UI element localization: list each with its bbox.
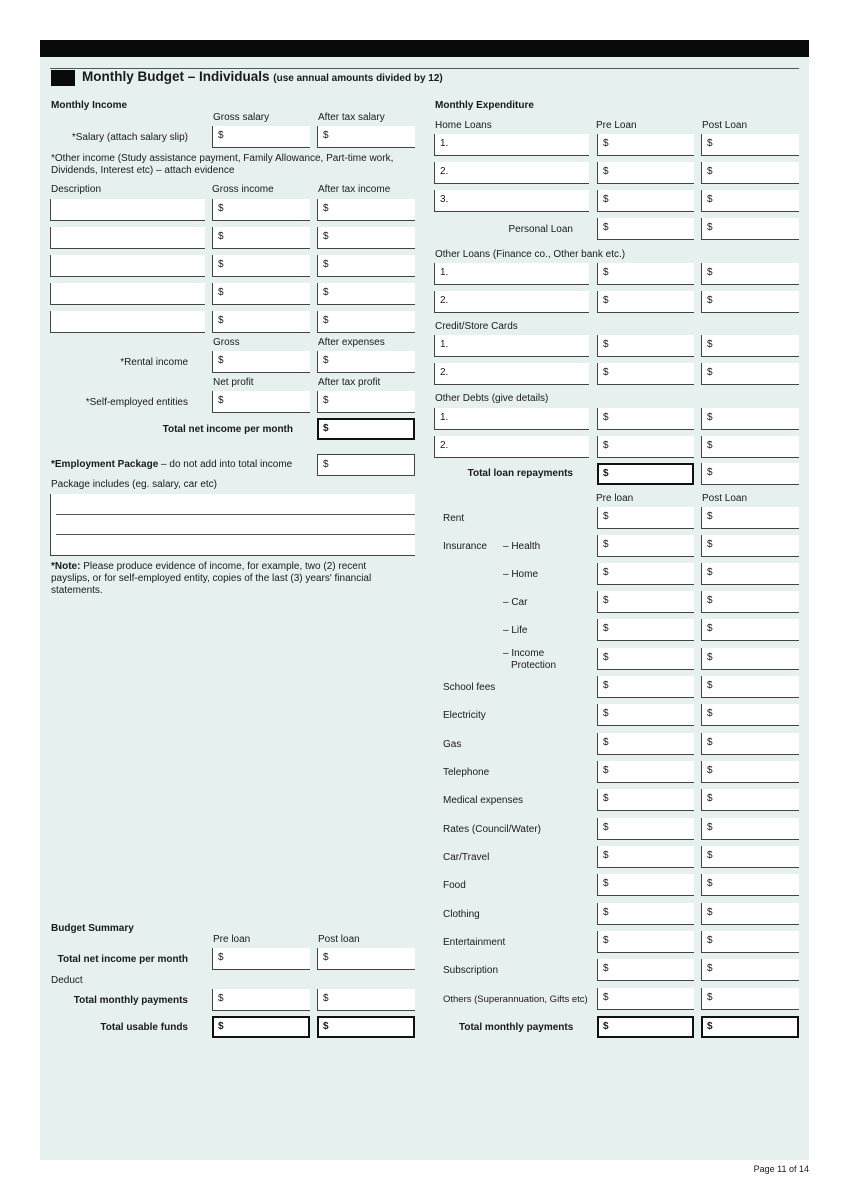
medical-expenses-post[interactable]: $: [701, 789, 799, 811]
gross-salary-header: Gross salary: [213, 112, 270, 123]
insurance-income-label-2: Protection: [511, 660, 557, 671]
electricity-label: Electricity: [443, 710, 486, 721]
other-debt-2-post[interactable]: $: [701, 436, 799, 458]
credit-cards-label: Credit/Store Cards: [435, 321, 518, 332]
other-debt-2-name[interactable]: 2.: [434, 436, 589, 458]
subscription-pre[interactable]: $: [597, 959, 694, 981]
electricity-post[interactable]: $: [701, 704, 799, 726]
gross-income-header: Gross income: [212, 184, 274, 195]
other-income-description-2[interactable]: [50, 227, 205, 249]
insurance-health-label: – Health: [503, 541, 541, 552]
clothing-post[interactable]: $: [701, 903, 799, 925]
food-pre[interactable]: $: [597, 874, 694, 896]
other-income-gross-5[interactable]: $: [212, 311, 310, 333]
other-income-description-3[interactable]: [50, 255, 205, 277]
medical-expenses-label: Medical expenses: [443, 795, 524, 806]
rates-post[interactable]: $: [701, 818, 799, 840]
other-income-after-tax-4[interactable]: $: [317, 283, 415, 305]
credit-card-2-post[interactable]: $: [701, 363, 799, 385]
page-number: Page 11 of 14: [753, 1164, 809, 1174]
summary-total-net-label: Total net income per month: [57, 954, 188, 965]
total-loan-pre-field[interactable]: $: [597, 463, 694, 485]
school-fees-post[interactable]: $: [701, 676, 799, 698]
insurance-life-post[interactable]: $: [701, 619, 799, 641]
net-profit-header: Net profit: [213, 377, 254, 388]
home-loan-3-name[interactable]: 3.: [434, 190, 589, 212]
home-loan-2-post[interactable]: $: [701, 162, 799, 184]
other-income-gross-4[interactable]: $: [212, 283, 310, 305]
personal-loan-label: Personal Loan: [508, 224, 573, 235]
pre-loan-header: Pre Loan: [596, 120, 637, 131]
other-debt-1-pre[interactable]: $: [597, 408, 694, 430]
description-header: Description: [51, 184, 102, 195]
entertainment-pre[interactable]: $: [597, 931, 694, 953]
salary-label: *Salary (attach salary slip): [71, 132, 188, 143]
summary-net-pre-loan-field[interactable]: $: [212, 948, 310, 970]
other-debt-1-post[interactable]: $: [701, 408, 799, 430]
other-income-after-tax-1[interactable]: $: [317, 199, 415, 221]
total-loan-repayments-label: Total loan repayments: [467, 468, 573, 479]
header-bar: [40, 40, 809, 57]
summary-monthly-pre-loan-field[interactable]: $: [212, 989, 310, 1011]
other-income-after-tax-3[interactable]: $: [317, 255, 415, 277]
credit-card-1-name[interactable]: 1.: [434, 335, 589, 357]
other-loan-1-pre[interactable]: $: [597, 263, 694, 285]
title-marker: [51, 70, 75, 86]
clothing-label: Clothing: [443, 909, 480, 920]
rent-pre[interactable]: $: [597, 507, 694, 529]
car-travel-pre[interactable]: $: [597, 846, 694, 868]
page-subtitle: (use annual amounts divided by 12): [273, 73, 443, 84]
credit-card-2-pre[interactable]: $: [597, 363, 694, 385]
employment-package-label: *Employment Package – do not add into total income: [51, 459, 293, 470]
credit-card-1-post[interactable]: $: [701, 335, 799, 357]
subscription-post[interactable]: $: [701, 959, 799, 981]
telephone-post[interactable]: $: [701, 761, 799, 783]
summary-net-post-loan-field[interactable]: $: [317, 948, 415, 970]
rental-income-label: *Rental income: [120, 357, 188, 368]
insurance-home-post[interactable]: $: [701, 563, 799, 585]
summary-heading: Budget Summary: [51, 923, 134, 934]
clothing-pre[interactable]: $: [597, 903, 694, 925]
self-employed-net-profit-field[interactable]: $: [212, 391, 310, 413]
rent-label: Rent: [443, 513, 465, 524]
insurance-health-post[interactable]: $: [701, 535, 799, 557]
insurance-income-label: – Income: [503, 648, 545, 659]
total-monthly-payments-label: Total monthly payments: [459, 1022, 574, 1033]
electricity-pre[interactable]: $: [597, 704, 694, 726]
food-label: Food: [443, 880, 466, 891]
package-includes-label: Package includes (eg. salary, car etc): [51, 479, 218, 490]
insurance-car-pre[interactable]: $: [597, 591, 694, 613]
after-tax-income-header: After tax income: [318, 184, 391, 195]
car-travel-post[interactable]: $: [701, 846, 799, 868]
telephone-pre[interactable]: $: [597, 761, 694, 783]
rental-gross-field[interactable]: $: [212, 351, 310, 373]
insurance-life-label: – Life: [503, 625, 528, 636]
other-loan-2-pre[interactable]: $: [597, 291, 694, 313]
summary-total-usable-label: Total usable funds: [100, 1022, 188, 1033]
credit-card-2-name[interactable]: 2.: [434, 363, 589, 385]
home-loans-label: Home Loans: [435, 120, 492, 131]
subscription-label: Subscription: [443, 965, 499, 976]
school-fees-label: School fees: [443, 682, 496, 693]
self-employed-after-tax-field[interactable]: $: [317, 391, 415, 413]
home-loan-2-name[interactable]: 2.: [434, 162, 589, 184]
deduct-label: Deduct: [51, 975, 83, 986]
other-loan-2-name[interactable]: 2.: [434, 291, 589, 313]
other-loan-1-post[interactable]: $: [701, 263, 799, 285]
insurance-life-pre[interactable]: $: [597, 619, 694, 641]
post-loan-header: Post Loan: [702, 120, 748, 131]
others-label: Others (Superannuation, Gifts etc): [443, 994, 588, 1005]
credit-card-1-pre[interactable]: $: [597, 335, 694, 357]
package-line-2: [56, 534, 415, 535]
summary-post-loan-header: Post loan: [318, 934, 360, 945]
other-income-after-tax-2[interactable]: $: [317, 227, 415, 249]
salary-after-tax-field[interactable]: $: [317, 126, 415, 148]
other-income-description-4[interactable]: [50, 283, 205, 305]
self-employed-label: *Self-employed entities: [85, 397, 188, 408]
after-tax-profit-header: After tax profit: [318, 377, 381, 388]
total-monthly-post-field[interactable]: $: [701, 1016, 799, 1038]
car-travel-label: Car/Travel: [443, 852, 490, 863]
total-net-income-field[interactable]: $: [317, 418, 415, 440]
other-income-gross-2[interactable]: $: [212, 227, 310, 249]
package-includes-box[interactable]: [50, 494, 415, 556]
rent-post[interactable]: $: [701, 507, 799, 529]
package-line-1: [56, 514, 415, 515]
other-income-description-1[interactable]: [50, 199, 205, 221]
gas-post[interactable]: $: [701, 733, 799, 755]
summary-usable-pre-loan-field[interactable]: $: [212, 1016, 310, 1038]
other-debts-label: Other Debts (give details): [435, 393, 549, 404]
other-income-description-5[interactable]: [50, 311, 205, 333]
rental-after-expenses-field[interactable]: $: [317, 351, 415, 373]
gas-pre[interactable]: $: [597, 733, 694, 755]
income-note: *Note: Please produce evidence of income, for example, two (2) recent payslips, or for self-employed entity, copies of the last (3) years' financial statements.: [51, 561, 372, 596]
total-net-income-label: Total net income per month: [162, 424, 293, 435]
rental-gross-header: Gross: [213, 337, 240, 348]
insurance-car-label: – Car: [503, 597, 528, 608]
others-post[interactable]: $: [701, 988, 799, 1010]
other-income-gross-1[interactable]: $: [212, 199, 310, 221]
insurance-health-pre[interactable]: $: [597, 535, 694, 557]
other-debt-1-name[interactable]: 1.: [434, 408, 589, 430]
summary-usable-post-loan-field[interactable]: $: [317, 1016, 415, 1038]
other-income-note: *Other income (Study assistance payment, Family Allowance, Part-time work, Dividends, Interest etc) – attach evidence: [51, 153, 394, 176]
rates-label: Rates (Council/Water): [443, 824, 541, 835]
insurance-home-pre[interactable]: $: [597, 563, 694, 585]
page-title-text: Monthly Budget – Individuals: [82, 69, 270, 84]
entertainment-label: Entertainment: [443, 937, 506, 948]
personal-loan-pre[interactable]: $: [597, 218, 694, 240]
rental-after-expenses-header: After expenses: [318, 337, 385, 348]
home-loan-1-name[interactable]: 1.: [434, 134, 589, 156]
rates-pre[interactable]: $: [597, 818, 694, 840]
home-loan-1-pre[interactable]: $: [597, 134, 694, 156]
insurance-income-post[interactable]: $: [701, 648, 799, 670]
other-loan-1-name[interactable]: 1.: [434, 263, 589, 285]
expenditure-heading: Monthly Expenditure: [435, 100, 534, 111]
other-debt-2-pre[interactable]: $: [597, 436, 694, 458]
employment-package-field[interactable]: $: [317, 454, 415, 476]
total-monthly-pre-field[interactable]: $: [597, 1016, 694, 1038]
summary-pre-loan-header: Pre loan: [213, 934, 251, 945]
medical-expenses-pre[interactable]: $: [597, 789, 694, 811]
summary-total-monthly-label: Total monthly payments: [73, 995, 188, 1006]
insurance-label: Insurance: [443, 541, 487, 552]
school-fees-pre[interactable]: $: [597, 676, 694, 698]
income-heading: Monthly Income: [51, 100, 128, 111]
living-post-loan-header: Post Loan: [702, 493, 748, 504]
other-loan-2-post[interactable]: $: [701, 291, 799, 313]
page-title: [82, 69, 443, 84]
home-loan-1-post[interactable]: $: [701, 134, 799, 156]
other-loans-label: Other Loans (Finance co., Other bank etc.): [435, 249, 626, 260]
other-income-gross-3[interactable]: $: [212, 255, 310, 277]
telephone-label: Telephone: [443, 767, 490, 778]
gas-label: Gas: [443, 739, 462, 750]
living-pre-loan-header: Pre loan: [596, 493, 634, 504]
personal-loan-post[interactable]: $: [701, 218, 799, 240]
others-pre[interactable]: $: [597, 988, 694, 1010]
after-tax-salary-header: After tax salary: [318, 112, 385, 123]
home-loan-2-pre[interactable]: $: [597, 162, 694, 184]
insurance-income-pre[interactable]: $: [597, 648, 694, 670]
food-post[interactable]: $: [701, 874, 799, 896]
total-loan-post-field[interactable]: $: [701, 463, 799, 485]
insurance-car-post[interactable]: $: [701, 591, 799, 613]
salary-gross-field[interactable]: $: [212, 126, 310, 148]
summary-monthly-post-loan-field[interactable]: $: [317, 989, 415, 1011]
home-loan-3-pre[interactable]: $: [597, 190, 694, 212]
entertainment-post[interactable]: $: [701, 931, 799, 953]
other-income-after-tax-5[interactable]: $: [317, 311, 415, 333]
home-loan-3-post[interactable]: $: [701, 190, 799, 212]
insurance-home-label: – Home: [503, 569, 539, 580]
